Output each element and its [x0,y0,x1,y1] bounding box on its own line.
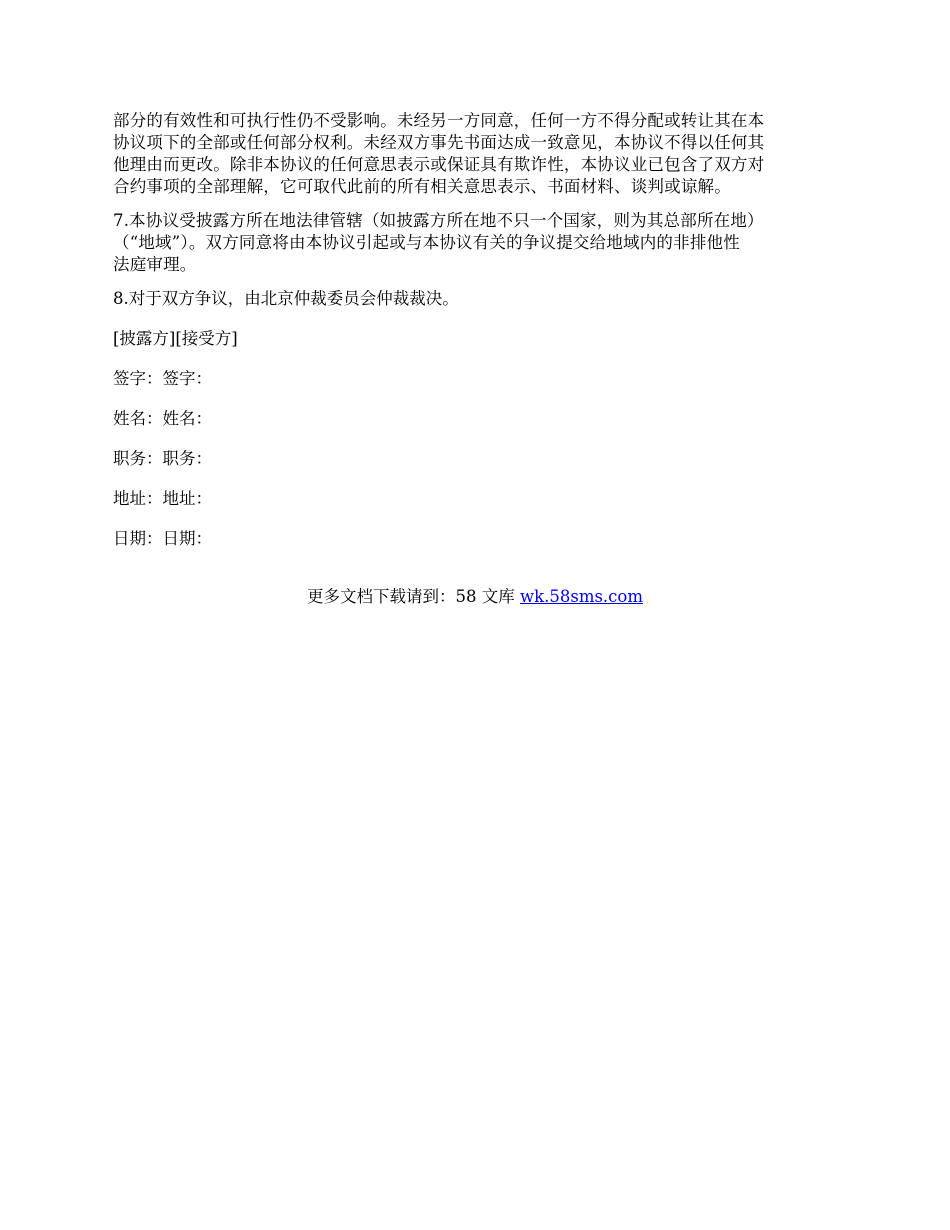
footer-text: 更多文档下载请到：58 文库 [306,587,520,606]
signature-line: 签字：签字： [113,369,212,388]
name-line: 姓名：姓名： [113,409,212,428]
paragraph-line: 合约事项的全部理解，它可取代此前的所有相关意思表示、书面材料、谈判或谅解。 [113,177,731,196]
paragraph-6-continued [113,110,839,198]
footer-link[interactable]: wk.58sms.com [519,587,643,606]
paragraph-line: 7.本协议受披露方所在地法律管辖（如披露方所在地不只一个国家，则为其总部所在地） [113,211,764,230]
footer-note [0,586,950,608]
document-body [113,110,839,568]
paragraph-line: 部分的有效性和可执行性仍不受影响。未经另一方同意，任何一方不得分配或转让其在本 [113,111,765,130]
paragraph-line: （“地域”）。双方同意将由本协议引起或与本协议有关的争议提交给地域内的非排他性 [113,233,740,252]
address-line: 地址：地址： [113,489,212,508]
paragraph-line: 他理由而更改。除非本协议的任何意思表示或保证具有欺诈性，本协议业已包含了双方对 [113,155,765,174]
paragraph-8: 8.对于双方争议，由北京仲裁委员会仲裁裁决。 [113,289,459,308]
date-line: 日期：日期： [113,529,212,548]
paragraph-line: 协议项下的全部或任何部分权利。未经双方事先书面达成一致意见，本协议不得以任何其 [113,133,765,152]
paragraph-7 [113,210,839,276]
paragraph-line: 法庭审理。 [113,255,197,274]
position-line: 职务：职务： [113,449,212,468]
parties-line: [披露方][接受方] [113,329,238,348]
